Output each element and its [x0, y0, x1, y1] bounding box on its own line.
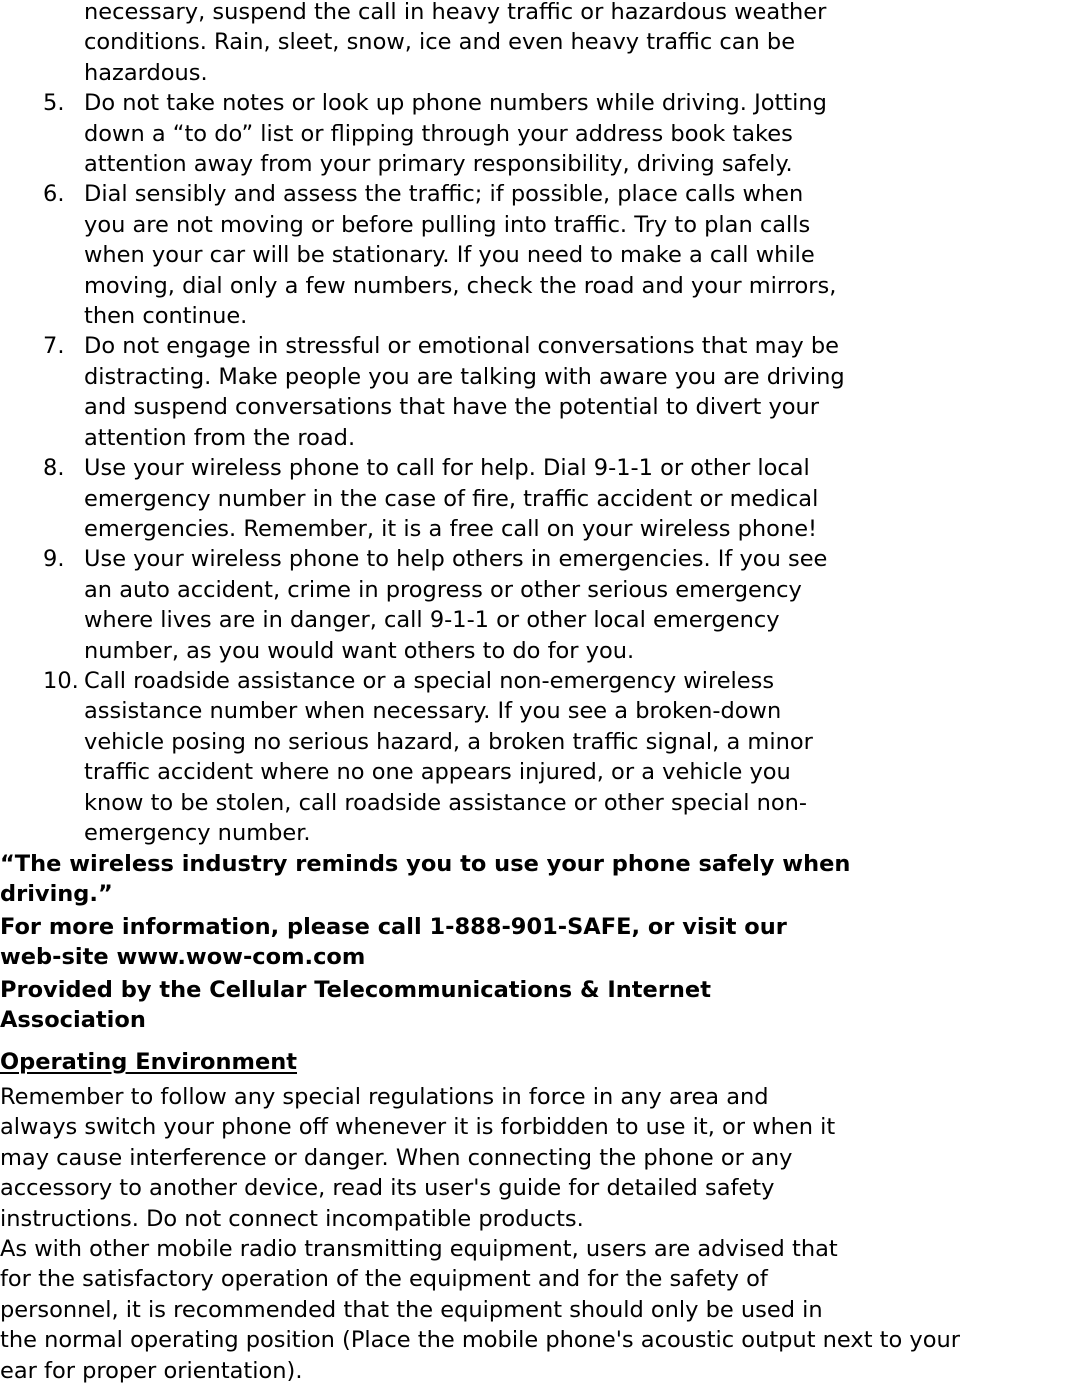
text-line: then continue.	[84, 303, 248, 330]
text-line: conditions. Rain, sleet, snow, ice and even heavy traffic can be	[84, 29, 796, 56]
text-line: vehicle posing no serious hazard, a broken traffic signal, a minor	[84, 728, 813, 755]
list-item-text	[84, 666, 964, 848]
text-line: Use your wireless phone to call for help. Dial 9-1-1 or other local	[84, 455, 810, 482]
text-line: the normal operating position (Place the mobile phone's acoustic output next to your	[0, 1327, 960, 1354]
text-line: emergency number in the case of fire, traffic accident or medical	[84, 485, 819, 512]
text-line: traffic accident where no one appears injured, or a vehicle you	[84, 759, 791, 786]
text-line: Association	[0, 1007, 146, 1033]
text-line: As with other mobile radio transmitting equipment, users are advised that	[0, 1236, 838, 1263]
list-item	[0, 453, 1071, 544]
text-line: attention away from your primary responsibility, driving safely.	[84, 151, 793, 178]
text-line: Remember to follow any special regulations in force in any area and	[0, 1084, 769, 1110]
text-line: and suspend conversations that have the potential to divert your	[84, 394, 820, 421]
text-line: Do not engage in stressful or emotional conversations that may be	[84, 333, 839, 360]
list-item	[0, 88, 1071, 179]
text-line: assistance number when necessary. If you see a broken-down	[84, 698, 782, 725]
text-line: where lives are in danger, call 9-1-1 or other local emergency	[84, 607, 780, 634]
text-line: Use your wireless phone to help others in emergencies. If you see	[84, 546, 828, 573]
text-line: For more information, please call 1-888-901-SAFE, or visit our	[0, 914, 787, 940]
list-item	[0, 331, 1071, 453]
text-line: moving, dial only a few numbers, check the road and your mirrors,	[84, 272, 837, 299]
text-line: emergencies. Remember, it is a free call on your wireless phone!	[84, 515, 818, 542]
list-item-number: 10.	[43, 667, 79, 694]
text-line: emergency number.	[84, 819, 311, 846]
text-line: Do not take notes or look up phone numbers while driving. Jotting	[84, 90, 827, 117]
text-line: may cause interference or danger. When connecting the phone or any	[0, 1144, 793, 1171]
list-item-number: 9.	[43, 546, 65, 573]
text-line: you are not moving or before pulling into traffic. Try to plan calls	[84, 211, 811, 238]
list-item	[0, 666, 1071, 848]
text-line: Provided by the Cellular Telecommunications & Internet	[0, 977, 711, 1003]
text-line: number, as you would want others to do for you.	[84, 637, 635, 664]
list-item-number: 7.	[43, 333, 65, 360]
list-item	[0, 179, 1071, 331]
text-line: hazardous.	[84, 59, 208, 86]
closing-notes	[0, 849, 1071, 1038]
text-line: attention from the road.	[84, 424, 356, 451]
list-item-text	[84, 88, 964, 179]
text-line: “The wireless industry reminds you to use your phone safely when	[0, 851, 851, 877]
paragraph	[0, 1082, 1071, 1234]
text-line: an auto accident, crime in progress or other serious emergency	[84, 576, 802, 603]
list-item	[0, 0, 1071, 88]
list-item-text	[84, 179, 964, 331]
text-line: ear for proper orientation).	[0, 1357, 303, 1384]
text-line: Call roadside assistance or a special non-emergency wireless	[84, 667, 775, 694]
operating-environment-body	[0, 1082, 1071, 1386]
provided-by	[0, 975, 1071, 1035]
text-line: driving.”	[0, 881, 113, 907]
text-line: know to be stolen, call roadside assistance or other special non-	[84, 789, 808, 816]
text-line: when your car will be stationary. If you need to make a call while	[84, 242, 815, 269]
list-item-number: 8.	[43, 455, 65, 482]
list-item-number: 5.	[43, 90, 65, 117]
text-line: down a “to do” list or flipping through your address book takes	[84, 120, 793, 147]
text-line: necessary, suspend the call in heavy traffic or hazardous weather	[84, 0, 827, 25]
text-line: always switch your phone off whenever it is forbidden to use it, or when it	[0, 1114, 836, 1141]
list-item-text	[84, 453, 964, 544]
list-item-text	[84, 0, 964, 88]
list-item	[0, 544, 1071, 666]
list-item-number: 6.	[43, 181, 65, 208]
text-line: Dial sensibly and assess the traffic; if possible, place calls when	[84, 181, 804, 208]
text-line: personnel, it is recommended that the equipment should only be used in	[0, 1296, 823, 1323]
paragraph	[0, 1234, 1071, 1386]
text-line: accessory to another device, read its user's guide for detailed safety	[0, 1175, 775, 1202]
industry-reminder	[0, 849, 1071, 909]
text-line: web-site www.wow-com.com	[0, 944, 366, 970]
more-info	[0, 912, 1071, 972]
text-line: for the satisfactory operation of the equipment and for the safety of	[0, 1266, 768, 1293]
list-item-text	[84, 544, 964, 666]
list-item-text	[84, 331, 964, 453]
text-line: distracting. Make people you are talking with aware you are driving	[84, 363, 845, 390]
text-line: instructions. Do not connect incompatible products.	[0, 1205, 584, 1232]
section-heading: Operating Environment	[0, 1049, 298, 1075]
